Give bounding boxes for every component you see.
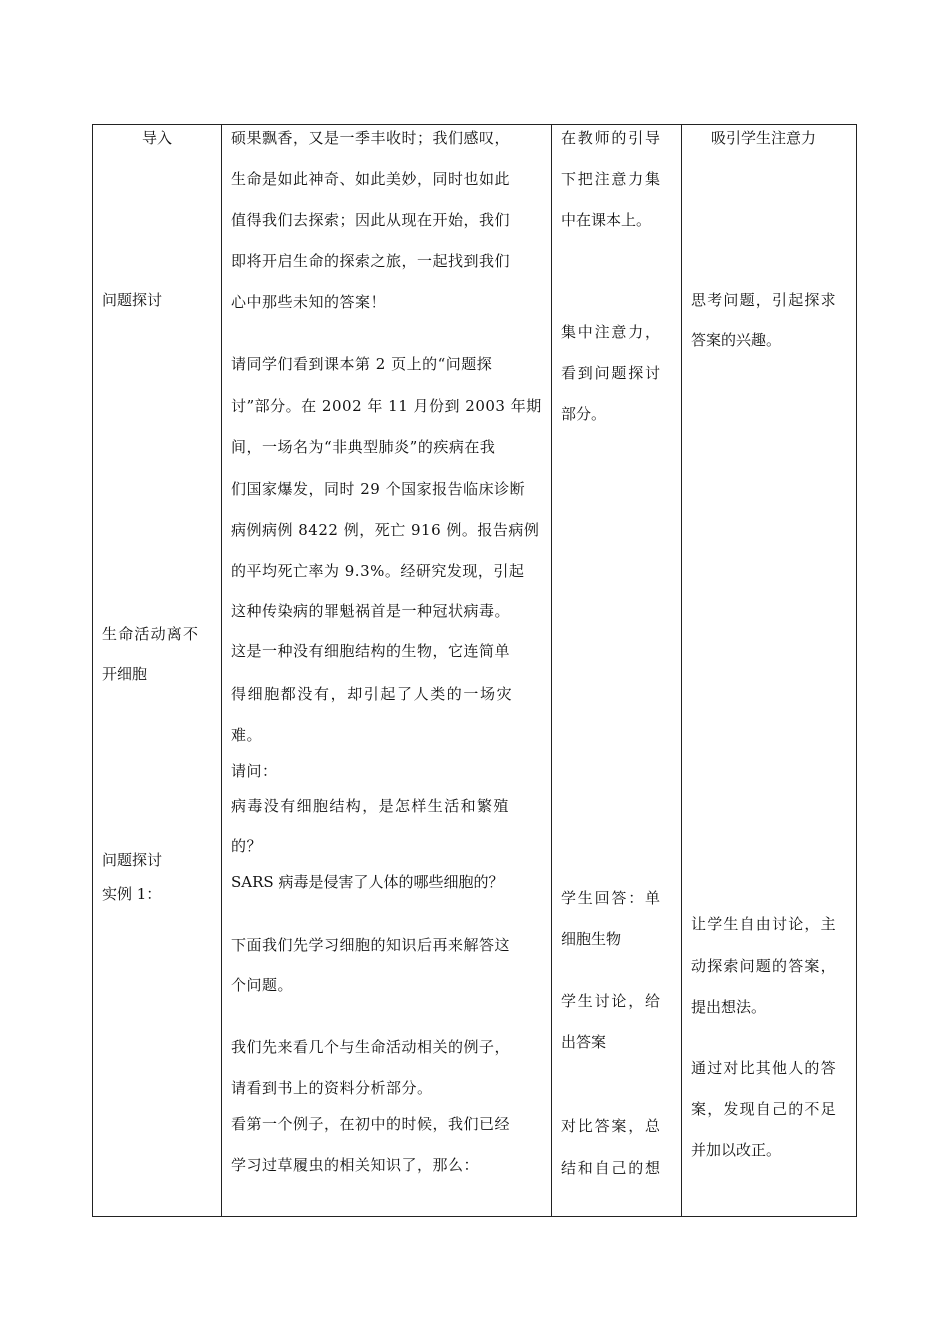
section-label-life: 生命活动离不 (102, 625, 200, 643)
column-divider (551, 124, 552, 1217)
section-label-example: 实例 1： (102, 885, 162, 903)
teacher-text-line: 讨”部分。在 2002 年 11 月份到 2003 年期 (231, 397, 542, 415)
teacher-text-line: 生命是如此神奇、如此美妙，同时也如此 (231, 170, 511, 188)
student-text-line: 学生回答：单 (561, 889, 662, 907)
student-text-line: 下把注意力集 (561, 170, 662, 188)
student-text-line: 对比答案，总 (561, 1117, 662, 1135)
section-label-problem-2: 问题探讨 (102, 851, 163, 869)
student-text-line: 学生讨论，给 (561, 992, 662, 1010)
intent-text-line: 让学生自由讨论，主 (691, 915, 837, 933)
intent-text-line: 提出想法。 (691, 998, 767, 1016)
teacher-text-line: 这种传染病的罪魁祸首是一种冠状病毒。 (231, 602, 511, 620)
teacher-text-line: SARS 病毒是侵害了人体的哪些细胞的？ (231, 873, 504, 891)
teacher-text-line: 看第一个例子，在初中的时候，我们已经 (231, 1115, 511, 1133)
teacher-text-line: 即将开启生命的探索之旅，一起找到我们 (231, 252, 511, 270)
student-text-line: 细胞生物 (561, 930, 622, 948)
teacher-text-line: 下面我们先学习细胞的知识后再来解答这 (231, 936, 511, 954)
teacher-text-line: 这是一种没有细胞结构的生物，它连简单 (231, 642, 511, 660)
section-label-problem: 问题探讨 (102, 291, 163, 309)
teacher-text-line: 心中那些未知的答案！ (231, 293, 387, 311)
intent-text-line: 答案的兴趣。 (691, 331, 782, 349)
teacher-text-line: 请看到书上的资料分析部分。 (231, 1079, 433, 1097)
teacher-text-line: 学习过草履虫的相关知识了，那么： (231, 1156, 480, 1174)
teacher-text-line: 个问题。 (231, 976, 294, 994)
teacher-text-line: 得细胞都没有，却引起了人类的一场灾 (231, 685, 514, 703)
intent-text-line: 通过对比其他人的答 (691, 1059, 837, 1077)
intent-text-line: 吸引学生注意力 (711, 129, 817, 147)
student-text-line: 在教师的引导 (561, 129, 662, 147)
column-divider (221, 124, 222, 1217)
student-text-line: 看到问题探讨 (561, 364, 662, 382)
section-label-intro: 导入 (142, 129, 173, 147)
intent-text-line: 并加以改正。 (691, 1141, 782, 1159)
teacher-text-line: 硕果飘香，又是一季丰收时；我们感叹， (231, 129, 511, 147)
student-text-line: 部分。 (561, 405, 607, 423)
teacher-text-line: 难。 (231, 726, 263, 744)
teacher-text-line: 病例病例 8422 例，死亡 916 例。报告病例 (231, 521, 540, 539)
intent-text-line: 案，发现自己的不足 (691, 1100, 837, 1118)
student-text-line: 出答案 (561, 1033, 607, 1051)
teacher-text-line: 间，一场名为“非典型肺炎”的疾病在我 (231, 438, 496, 456)
student-text-line: 中在课本上。 (561, 211, 652, 229)
teacher-text-line: 们国家爆发，同时 29 个国家报告临床诊断 (231, 480, 526, 498)
teacher-text-line: 的平均死亡率为 9.3%。经研究发现，引起 (231, 562, 525, 580)
teacher-text-line: 值得我们去探索；因此从现在开始，我们 (231, 211, 511, 229)
intent-text-line: 动探索问题的答案， (691, 957, 837, 975)
teacher-text-line: 的？ (231, 837, 263, 855)
teacher-text-line: 请同学们看到课本第 2 页上的“问题探 (231, 355, 493, 373)
intent-text-line: 思考问题，引起探求 (691, 291, 837, 309)
student-text-line: 集中注意力， (561, 323, 662, 341)
section-label-life-cont: 开细胞 (102, 665, 148, 683)
teacher-text-line: 我们先来看几个与生命活动相关的例子， (231, 1038, 511, 1056)
teacher-text-line: 病毒没有细胞结构，是怎样生活和繁殖 (231, 797, 510, 815)
column-divider (681, 124, 682, 1217)
teacher-text-line: 请问： (231, 762, 278, 780)
student-text-line: 结和自己的想 (561, 1159, 662, 1177)
